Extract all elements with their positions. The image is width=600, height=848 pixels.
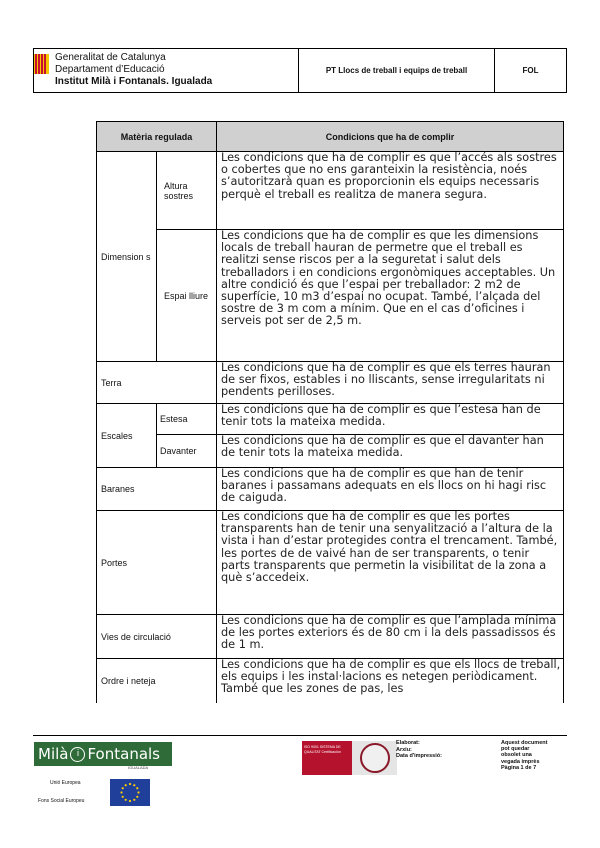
eu-flag-icon	[110, 779, 150, 806]
org-line-2: Departament d’Educació	[55, 64, 165, 75]
note-line-3: obsolet una	[501, 752, 532, 759]
mila-fontanals-logo	[34, 742, 172, 766]
cond-terra: Les condicions que ha de complir es que els terres hauran de ser fixos, estables i no lliscants, sense irregularitats ni pendents perilloses.	[217, 362, 564, 404]
logo-subtitle: IGUALADA	[128, 765, 149, 770]
sub-estesa: Estesa	[157, 404, 217, 435]
cat-escales: Escales	[97, 404, 157, 468]
document-header	[33, 48, 567, 93]
col-header-condicions: Condicions que ha de complir	[217, 122, 564, 152]
table-row	[97, 404, 564, 435]
org-line-3: Institut Milà i Fontanals. Igualada	[55, 76, 213, 87]
header-org-block	[34, 49, 299, 92]
cond-davanter: Les condicions que ha de complir es que el davanter han de tenir tots la mateixa medida.	[217, 435, 564, 468]
logo-i-icon: i	[70, 747, 85, 762]
fse-label: Fons Social Europeu	[38, 798, 85, 804]
table-row	[97, 362, 564, 404]
catalan-flag-icon	[34, 54, 49, 74]
table-row	[97, 615, 564, 659]
note-line-2: pot quedar	[501, 746, 530, 753]
sub-davanter: Davanter	[157, 435, 217, 468]
conditions-table	[96, 121, 564, 703]
cat-vies: Vies de circulació	[97, 615, 217, 659]
cond-altura: Les condicions que ha de complir es que l’accés als sostres o cobertes que no ens garanteixin la resistència, noés s’autoritzarà quan es proporcionin els equips necessaris perquè el treball es realitza de manera segura.	[217, 152, 564, 230]
obsolete-note	[501, 740, 561, 771]
iso-text: ISO 9001 SISTEMA DE QUALITAT Certificación	[302, 741, 352, 775]
iso-seal-icon	[352, 741, 397, 775]
cond-espai: Les condicions que ha de complir es que les dimensions locals de treball hauran de permetre que el treball es realitzi sense riscos per a la seguretat i salut dels treballadors i en condicions ergonòmiques acceptables. Un altre condició és que l’espai per treballador: 2 m2 de superfície, 10 m3 d’espai no ocupat. També, l’alçada del sostre de 3 m com a mínim. Que en el cas d’oficines i serveis pot ser de 2,5 m.	[217, 230, 564, 362]
table-row	[97, 152, 564, 230]
cat-ordre: Ordre i neteja	[97, 659, 217, 703]
cat-terra: Terra	[97, 362, 217, 404]
iso-certification-badge	[302, 741, 397, 775]
table-row	[97, 435, 564, 468]
note-line-4: vegada imprès	[501, 758, 540, 765]
cond-baranes: Les condicions que ha de complir es que han de tenir baranes i passamans adequats en els llocs on hi hagi risc de caiguda.	[217, 468, 564, 511]
sub-altura: Altura sostres	[157, 152, 217, 230]
table-row	[97, 659, 564, 703]
meta-data: Data d'impressió:	[396, 753, 442, 759]
cond-estesa: Les condicions que ha de complir es que l’estesa han de tenir tots la mateixa medida.	[217, 404, 564, 435]
meta-elaborat: Elaborat:	[396, 740, 420, 746]
ue-label: Unió Europea	[50, 780, 81, 786]
meta-arxiu: Arxiu:	[396, 746, 412, 753]
footer-divider	[33, 735, 567, 736]
table-row	[97, 511, 564, 615]
org-lines	[55, 52, 212, 88]
org-line-1: Generalitat de Catalunya	[55, 52, 166, 63]
table-header-row	[97, 122, 564, 152]
note-line-1: Aquest document	[501, 740, 548, 746]
subject-code: FOL	[522, 66, 539, 75]
cond-portes: Les condicions que ha de complir es que les portes transparents han de tenir una senyalització a l’altura de la vista i han d’estar protegides contra el trencament. També, les portes de de vaivé han de ser transparents, o tenir parts transparents que permetin la visibilitat de la zona a què s’accedeix.	[217, 511, 564, 615]
table-row	[97, 230, 564, 362]
cat-baranes: Baranes	[97, 468, 217, 511]
sub-espai: Espai lliure	[157, 230, 217, 362]
col-header-materia: Matèria regulada	[97, 122, 217, 152]
page-number: Pàgina 1 de 7	[501, 764, 537, 771]
doc-title: PT Llocs de treball i equips de treball	[299, 49, 495, 92]
cond-ordre: Les condicions que ha de complir es que els llocs de treball, els equips i les instal·lacions es netegen periòdicament. També que les zones de pas, les	[217, 659, 564, 703]
cond-vies: Les condicions que ha de complir es que l’amplada mínima de les portes exteriors és de 80 cm i la dels passadissos és de 1 m.	[217, 615, 564, 659]
logo-right-text: Fontanals	[87, 745, 161, 763]
logo-left-text: Milà	[38, 745, 69, 763]
cat-portes: Portes	[97, 511, 217, 615]
cat-dimensions: Dimension s	[97, 152, 157, 362]
table-row	[97, 468, 564, 511]
doc-metadata	[396, 740, 442, 760]
